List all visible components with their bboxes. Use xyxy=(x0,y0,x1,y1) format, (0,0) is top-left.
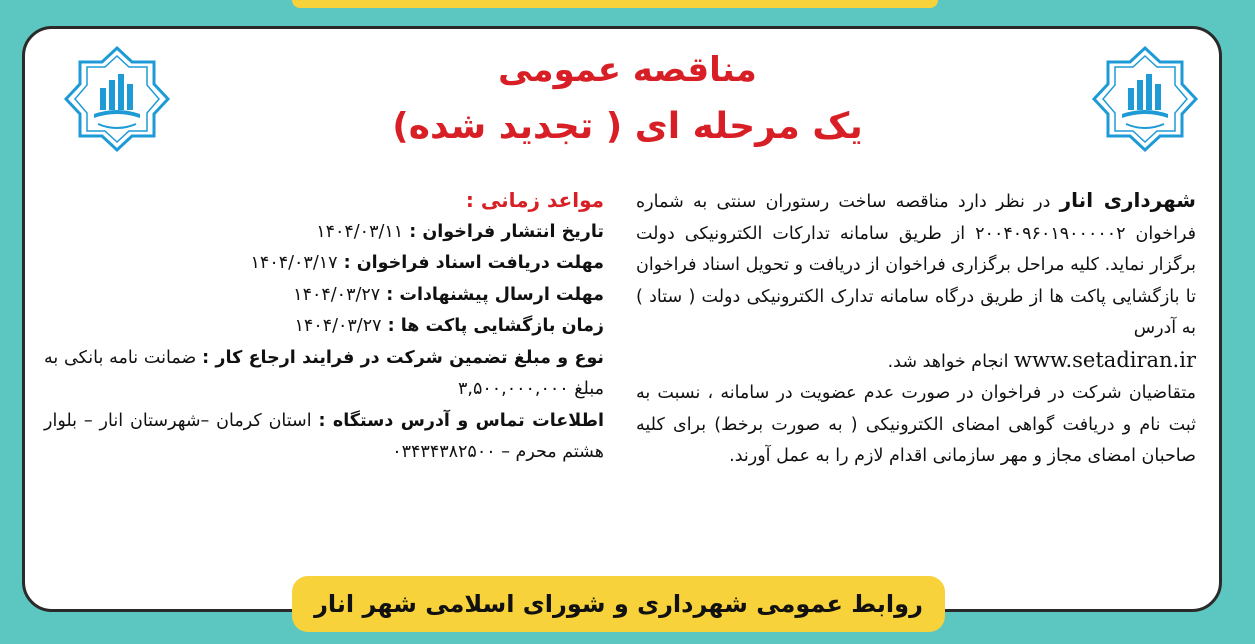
setad-url[interactable]: www.setadiran.ir xyxy=(1014,347,1196,372)
announcement-body xyxy=(636,185,1196,473)
applicants-note: متقاضیان شرکت در فراخوان در صورت عدم عضویت در سامانه ، نسبت به ثبت نام و دریافت گواهی امضای الکترونیکی ( به صورت برخط) برای کلیه صاحبان امضای مجاز و مهر سازمانی اقدام لازم را به عمل آورند. xyxy=(636,383,1196,466)
schedule-value: ۱۴۰۴/۰۳/۲۷ xyxy=(294,316,382,336)
contact-label: اطلاعات تماس و آدرس دستگاه : xyxy=(318,410,604,431)
schedule-label: تاریخ انتشار فراخوان : xyxy=(403,221,604,242)
title-sub: یک مرحله ای ( تجدید شده) xyxy=(392,106,863,147)
footer-banner: روابط عمومی شهرداری و شورای اسلامی شهر انار xyxy=(292,576,945,632)
guarantee-label: نوع و مبلغ تضمین شرکت در فرایند ارجاع کار : xyxy=(202,347,604,368)
announcement-intro: در نظر دارد مناقصه ساخت رستوران سنتی به شماره فراخوان ۲۰۰۴۰۹۶۰۱۹۰۰۰۰۰۲ از طریق سامانه تدارکات الکترونیکی دولت برگزار نماید. کلیه مراحل برگزاری فراخوان از دریافت و تحویل اسناد فراخوان تا بازگشایی پاکت ها از طریق درگاه سامانه تدارک الکترونیکی دولت ( ستاد ) به آدرس xyxy=(636,192,1196,338)
schedule-item xyxy=(44,280,604,312)
schedule-item xyxy=(44,311,604,343)
schedule-heading: مواعد زمانی : xyxy=(465,188,604,212)
schedule-label: مهلت دریافت اسناد فراخوان : xyxy=(337,253,604,273)
schedule-item xyxy=(44,248,604,280)
top-accent-bar xyxy=(292,0,938,8)
announcement-intro-end: انجام خواهد شد. xyxy=(887,351,1015,372)
schedule-value: ۱۴۰۴/۰۳/۲۷ xyxy=(293,284,381,305)
schedule-item xyxy=(44,217,604,249)
schedule-label: زمان بازگشایی پاکت ها : xyxy=(381,316,604,336)
guarantee-value: ضمانت نامه بانکی به مبلغ ۳,۵۰۰,۰۰۰,۰۰۰ xyxy=(44,347,604,399)
schedule-label: مهلت ارسال پیشنهادات : xyxy=(380,284,604,305)
municipality-name: شهرداری انار xyxy=(1059,188,1196,212)
title-main: مناقصه عمومی xyxy=(498,50,757,90)
schedule-value: ۱۴۰۴/۰۳/۱۱ xyxy=(316,221,404,242)
contact-info xyxy=(44,411,604,463)
schedule-value: ۱۴۰۴/۰۳/۱۷ xyxy=(250,253,338,273)
schedule-section xyxy=(44,185,604,469)
contact-value: استان کرمان –شهرستان انار – بلوار هشتم محرم – ۰۳۴۳۴۳۸۲۵۰۰ xyxy=(44,410,604,462)
guarantee-info xyxy=(44,348,604,400)
